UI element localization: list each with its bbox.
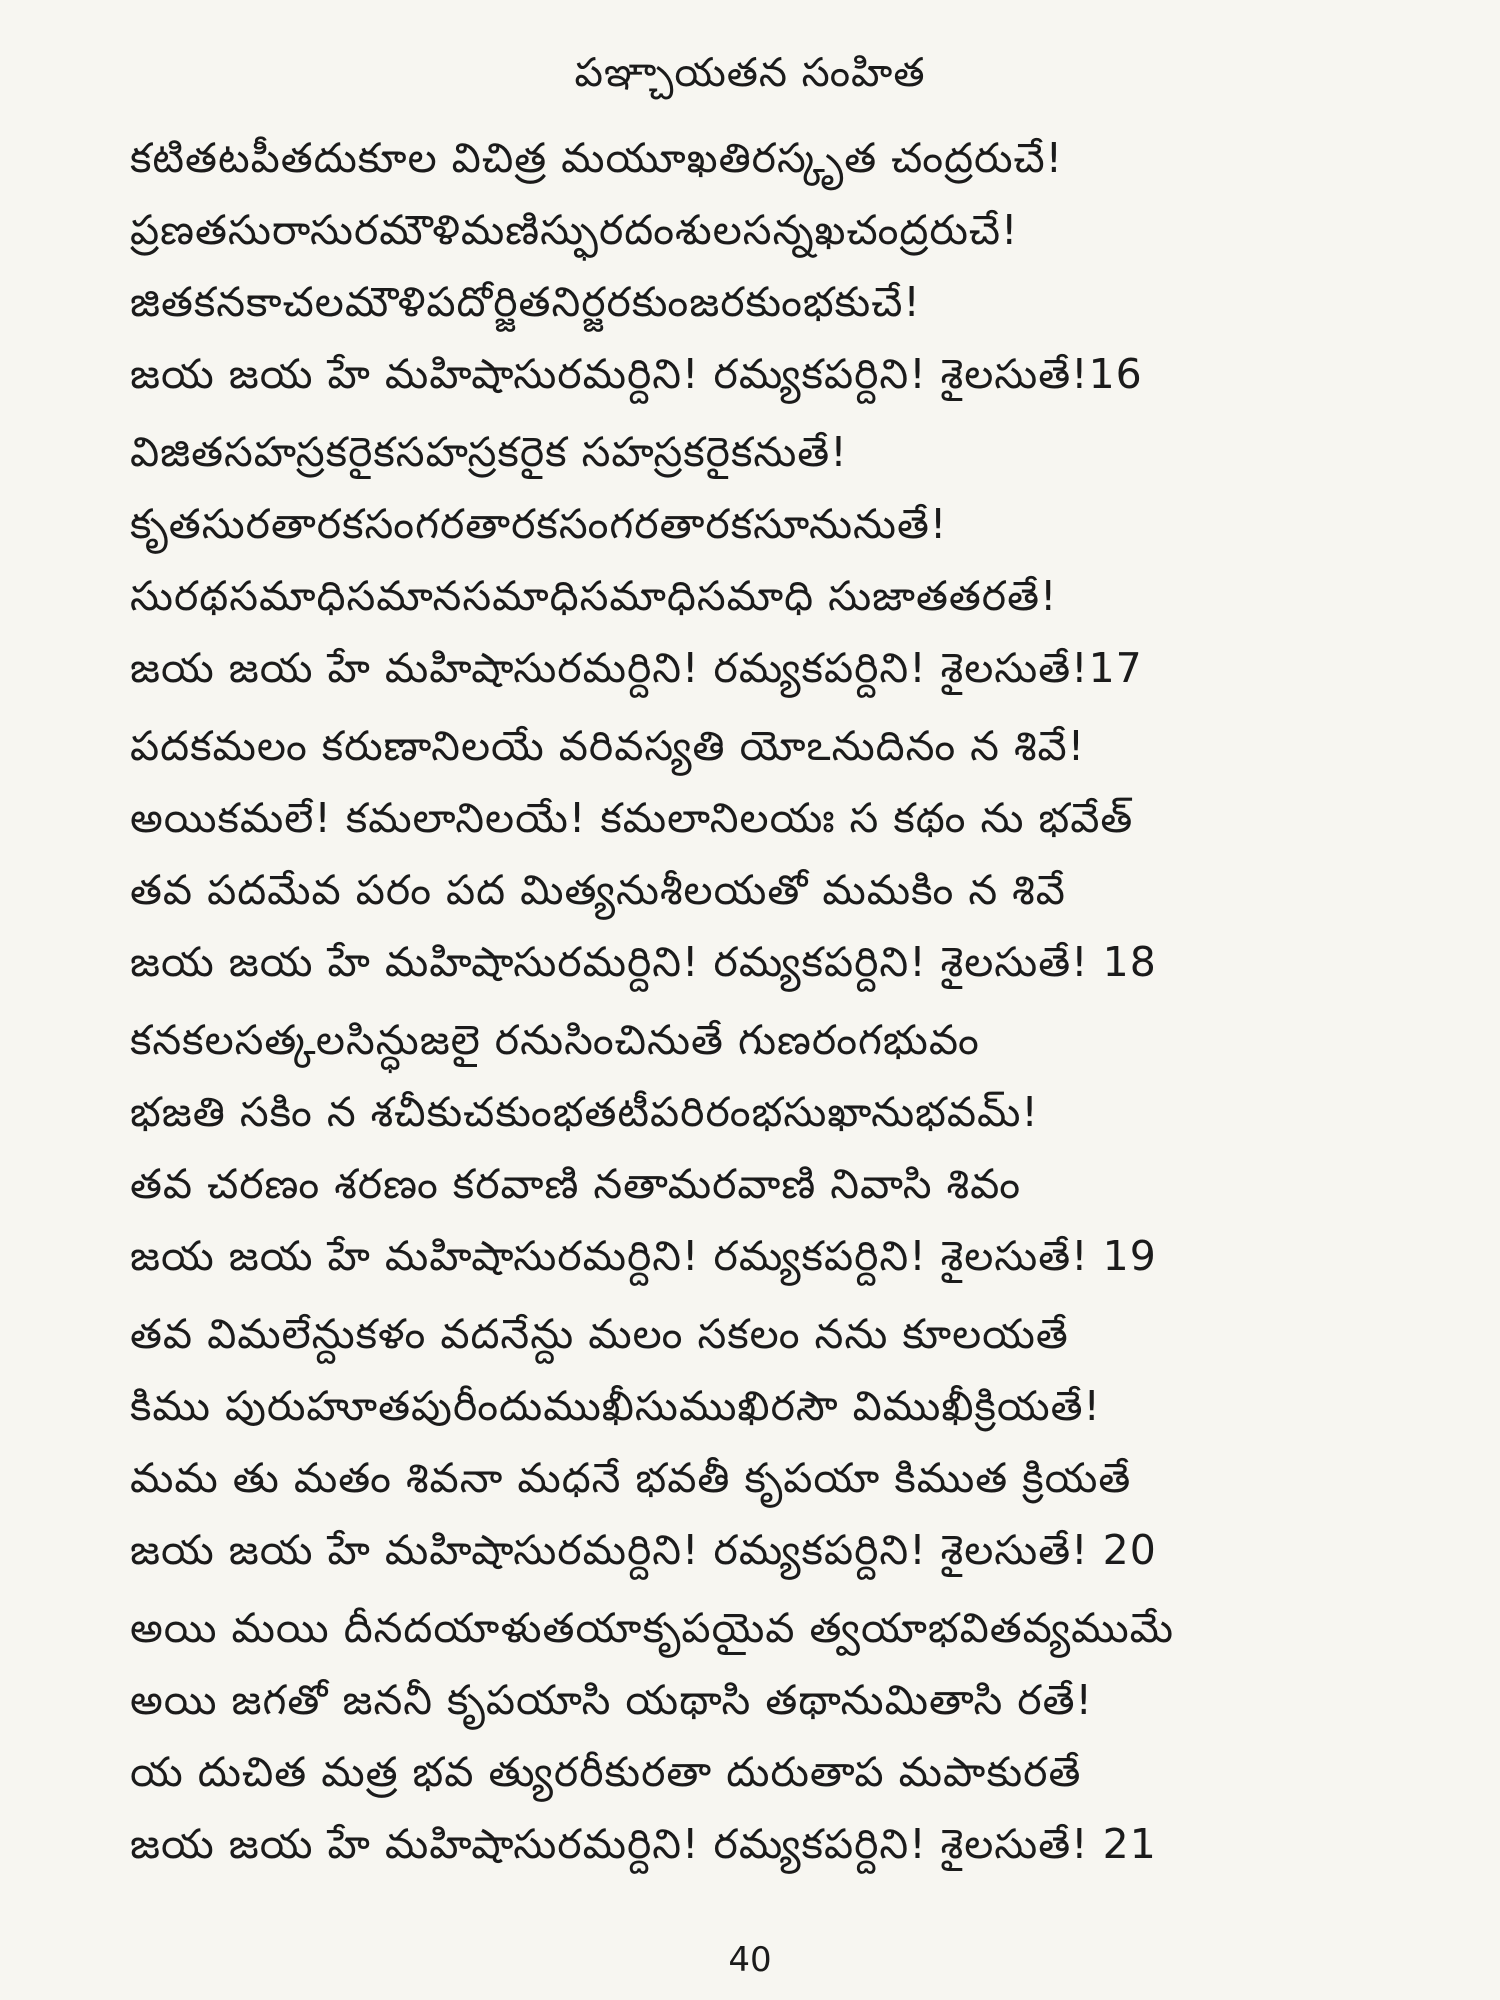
stanza-17 — [130, 416, 1450, 704]
refrain-line: జయ జయ హే మహిషాసురమర్దిని! రమ్యకపర్దిని! శైలసుతే! 20 — [130, 1526, 1157, 1574]
stanza-21 — [130, 1592, 1450, 1880]
verse-line: కనకలసత్కలసిన్ధుజలై రనుసించినుతే గుణరంగభువం — [130, 1016, 980, 1064]
verse-line: తవ చరణం శరణం కరవాణి నతామరవాణి నివాసి శివం — [130, 1160, 1022, 1208]
verse-line: ప్రణతసురాసురమౌళిమణిస్ఫురదంశులసన్నఖచంద్రరుచే! — [130, 206, 1019, 254]
verse-line: తవ విమలేన్దుకళం వదనేన్దు మలం సకలం నను కూలయతే — [130, 1310, 1069, 1358]
stanza-16 — [130, 122, 1450, 410]
verse-line: య దుచిత మత్ర భవ త్యురరీకురతా దురుతాప మపాకురతే — [130, 1748, 1082, 1796]
stanza-18 — [130, 710, 1450, 998]
verse-line: అయికమలే! కమలానిలయే! కమలానిలయః స కథం ను భవేత్ — [130, 794, 1134, 842]
verse-line: అయి జగతో జననీ కృపయాసి యథాసి తథానుమితాసి రతే! — [130, 1676, 1093, 1724]
verse-line: కృతసురతారకసంగరతారకసంగరతారకసూనునుతే! — [130, 500, 948, 548]
verse-line: సురథసమాధిసమానసమాధిసమాధిసమాధి సుజాతతరతే! — [130, 572, 1058, 620]
refrain-line: జయ జయ హే మహిషాసురమర్దిని! రమ్యకపర్దిని! శైలసుతే!17 — [130, 644, 1143, 692]
verse-line: జితకనకాచలమౌళిపదోర్జితనిర్జరకుంజరకుంభకుచే! — [130, 278, 921, 326]
stanza-20 — [130, 1298, 1450, 1586]
running-head-title: పఞ్చాయతన సంహిత — [574, 50, 926, 96]
verse-line: అయి మయి దీనదయాళుతయాకృపయైవ త్వయాభవితవ్యముమే — [130, 1604, 1175, 1652]
verse-line: కిము పురుహూతపురీందుముఖీసుముఖిరసౌ విముఖీక్రియతే! — [130, 1382, 1101, 1430]
page-number: 40 — [728, 1940, 772, 1980]
refrain-line: జయ జయ హే మహిషాసురమర్దిని! రమ్యకపర్దిని! శైలసుతే! 21 — [130, 1820, 1157, 1868]
verse-line: మమ తు మతం శివనా మధనే భవతీ కృపయా కిముత క్రియతే — [130, 1454, 1132, 1502]
verse-line: భజతి సకిం న శచీకుచకుంభతటీపరిరంభసుఖానుభవమ్! — [130, 1088, 1039, 1136]
refrain-line: జయ జయ హే మహిషాసురమర్దిని! రమ్యకపర్దిని! శైలసుతే! 19 — [130, 1232, 1157, 1280]
verse-body — [130, 122, 1450, 1886]
verse-line: తవ పదమేవ పరం పద మిత్యనుశీలయతో మమకిం న శివే — [130, 866, 1066, 914]
verse-line: పదకమలం కరుణానిలయే వరివస్యతి యోఽనుదినం న శివే! — [130, 722, 1086, 770]
refrain-line: జయ జయ హే మహిషాసురమర్దిని! రమ్యకపర్దిని! శైలసుతే! 18 — [130, 938, 1157, 986]
verse-line: విజితసహస్రకరైకసహస్రకరైక సహస్రకరైకనుతే! — [130, 428, 848, 476]
verse-line: కటితటపీతదుకూల విచిత్ర మయూఖతిరస్కృత చంద్రరుచే! — [130, 134, 1064, 182]
refrain-line: జయ జయ హే మహిషాసురమర్దిని! రమ్యకపర్దిని! శైలసుతే!16 — [130, 350, 1143, 398]
stanza-19 — [130, 1004, 1450, 1292]
